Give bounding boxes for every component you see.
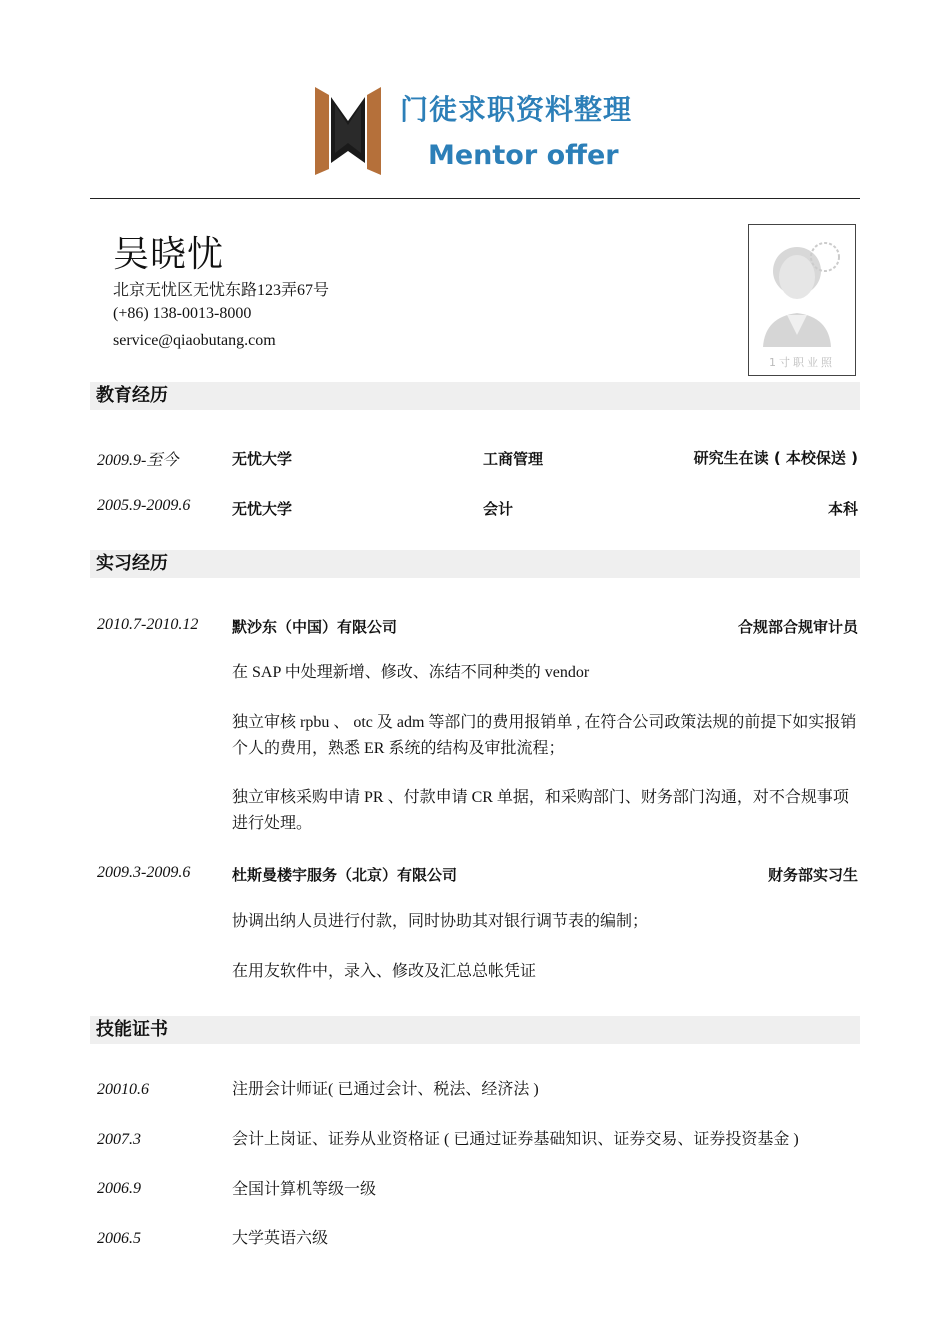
internship-detail: 独立审核 rpbu 、 otc 及 adm 等部门的费用报销单 , 在符合公司政策法规的前提下如实报销个人的费用，熟悉 ER 系统的结构及审批流程； [232,714,857,757]
skill-text: 注册会计师证( 已通过会计、税法、经济法 ) [232,1081,539,1098]
internship-role: 合规部合规审计员 [737,618,858,636]
logo-english-text: Mentor offer [428,140,619,171]
person-silhouette-icon [749,225,855,375]
section-education-title: 教育经历 [90,382,860,410]
education-major: 工商管理 [483,450,544,468]
photo-caption: 1寸职业照 [769,356,835,369]
skill-date: 2006.9 [97,1180,141,1197]
internship-company: 杜斯曼楼宇服务（北京）有限公司 [232,866,458,884]
skill-date: 20010.6 [97,1081,149,1098]
education-date: 2009.9-至今 [97,452,179,469]
internship-detail: 在用友软件中，录入、修改及汇总总帐凭证 [232,963,537,980]
internship-detail: 独立审核采购申请 PR 、付款申请 CR 单据，和采购部门、财务部门沟通，对不合规事项进行处理。 [232,789,849,832]
skill-text: 全国计算机等级一级 [232,1181,377,1198]
phone: (+86) 138-0013-8000 [113,305,252,322]
internship-date: 2009.3-2009.6 [97,864,191,881]
email: service@qiaobutang.com [113,332,276,349]
internship-detail: 在 SAP 中处理新增、修改、冻结不同种类的 vendor [232,664,590,681]
candidate-name: 吴晓忧 [113,234,225,275]
education-degree: 研究生在读 ( 本校保送 ) [693,449,858,467]
education-date: 2005.9-2009.6 [97,497,191,514]
internship-detail: 协调出纳人员进行付款，同时协助其对银行调节表的编制； [232,913,649,930]
internship-role: 财务部实习生 [767,866,858,884]
education-major: 会计 [483,500,514,518]
mentor-logo-mark [313,83,383,175]
section-internship-title: 实习经历 [90,550,860,578]
skill-text: 大学英语六级 [232,1230,329,1247]
internship-date: 2010.7-2010.12 [97,616,199,633]
profile-photo [748,224,856,376]
section-skills-title: 技能证书 [90,1016,860,1044]
education-school: 无忧大学 [232,450,293,468]
education-school: 无忧大学 [232,500,293,518]
address: 北京无忧区无忧东路123弄67号 [113,282,330,299]
header-divider [90,198,860,199]
skill-text: 会计上岗证、证券从业资格证 ( 已通过证券基础知识、证券交易、证券投资基金 ) [232,1131,799,1148]
logo-chinese-text: 门徒求职资料整理 [400,93,633,126]
skill-date: 2006.5 [97,1230,141,1247]
skill-date: 2007.3 [97,1131,141,1148]
internship-company: 默沙东（中国）有限公司 [232,618,398,636]
education-degree: 本科 [827,500,858,518]
